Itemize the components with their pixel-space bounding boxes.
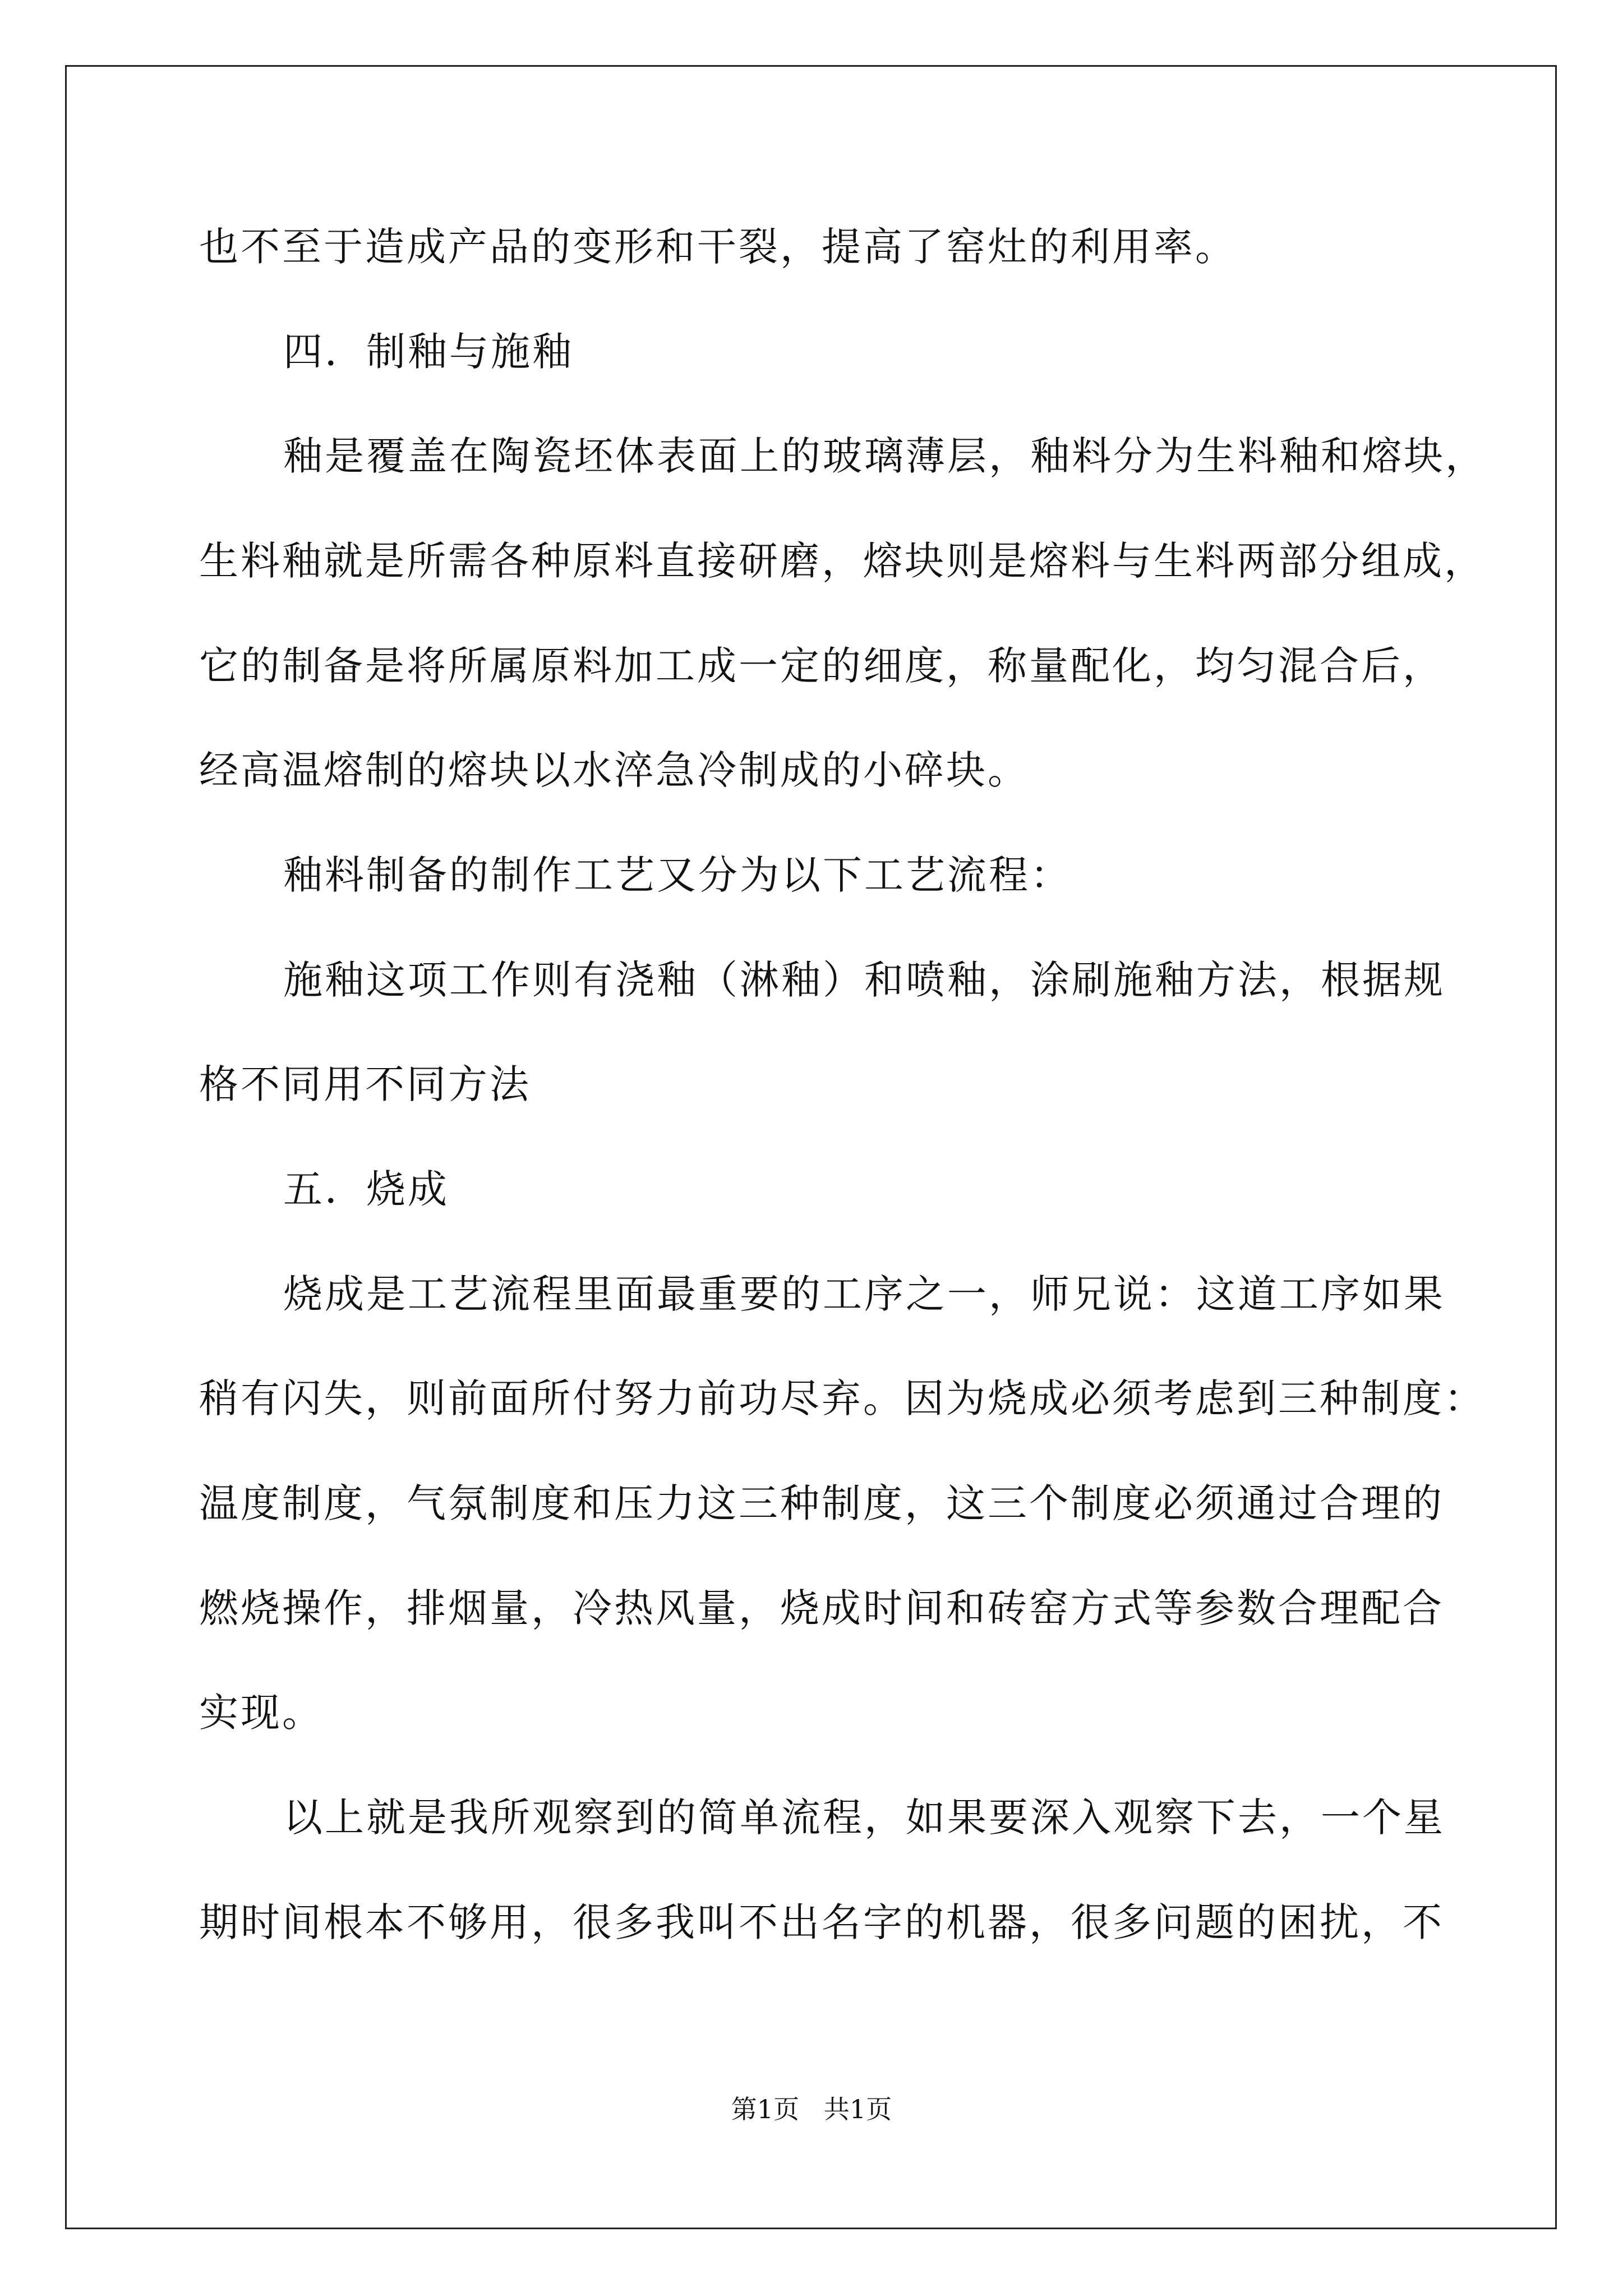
text-line: 期时间根本不够用，很多我叫不出名字的机器，很多问题的困扰，不 — [199, 1899, 1444, 1945]
text-line: 它的制备是将所属原料加工成一定的细度，称量配化，均匀混合后， — [199, 643, 1444, 689]
text-line: 温度制度，气氛制度和压力这三种制度，这三个制度必须通过合理的 — [199, 1480, 1444, 1526]
page-footer: 第1页 共1页 — [731, 2094, 892, 2124]
text-line: 生料釉就是所需各种原料直接研磨，熔块则是熔料与生料两部分组成， — [199, 538, 1486, 584]
text-line: 釉料制备的制作工艺又分为以下工艺流程： — [283, 852, 1072, 898]
text-line: 燃烧操作，排烟量，冷热风量，烧成时间和砖窑方式等参数合理配合 — [199, 1585, 1444, 1631]
text-line: 也不至于造成产品的变形和干裂，提高了窑灶的利用率。 — [199, 224, 1237, 270]
text-line: 格不同用不同方法 — [199, 1061, 531, 1107]
text-line: 稍有闪失，则前面所付努力前功尽弃。因为烧成必须考虑到三种制度： — [199, 1375, 1486, 1421]
text-line: 实现。 — [199, 1690, 324, 1736]
section-heading-firing: 五．烧成 — [283, 1166, 449, 1212]
text-line: 釉是覆盖在陶瓷坯体表面上的玻璃薄层，釉料分为生料釉和熔块， — [283, 433, 1487, 479]
section-heading-glaze: 四．制釉与施釉 — [283, 329, 574, 375]
text-line: 烧成是工艺流程里面最重要的工序之一，师兄说：这道工序如果 — [283, 1271, 1445, 1317]
text-line: 施釉这项工作则有浇釉（淋釉）和喷釉，涂刷施釉方法，根据规 — [283, 957, 1445, 1003]
text-line: 以上就是我所观察到的简单流程，如果要深入观察下去，一个星 — [283, 1795, 1445, 1841]
text-line: 经高温熔制的熔块以水淬急冷制成的小碎块。 — [199, 747, 1029, 793]
